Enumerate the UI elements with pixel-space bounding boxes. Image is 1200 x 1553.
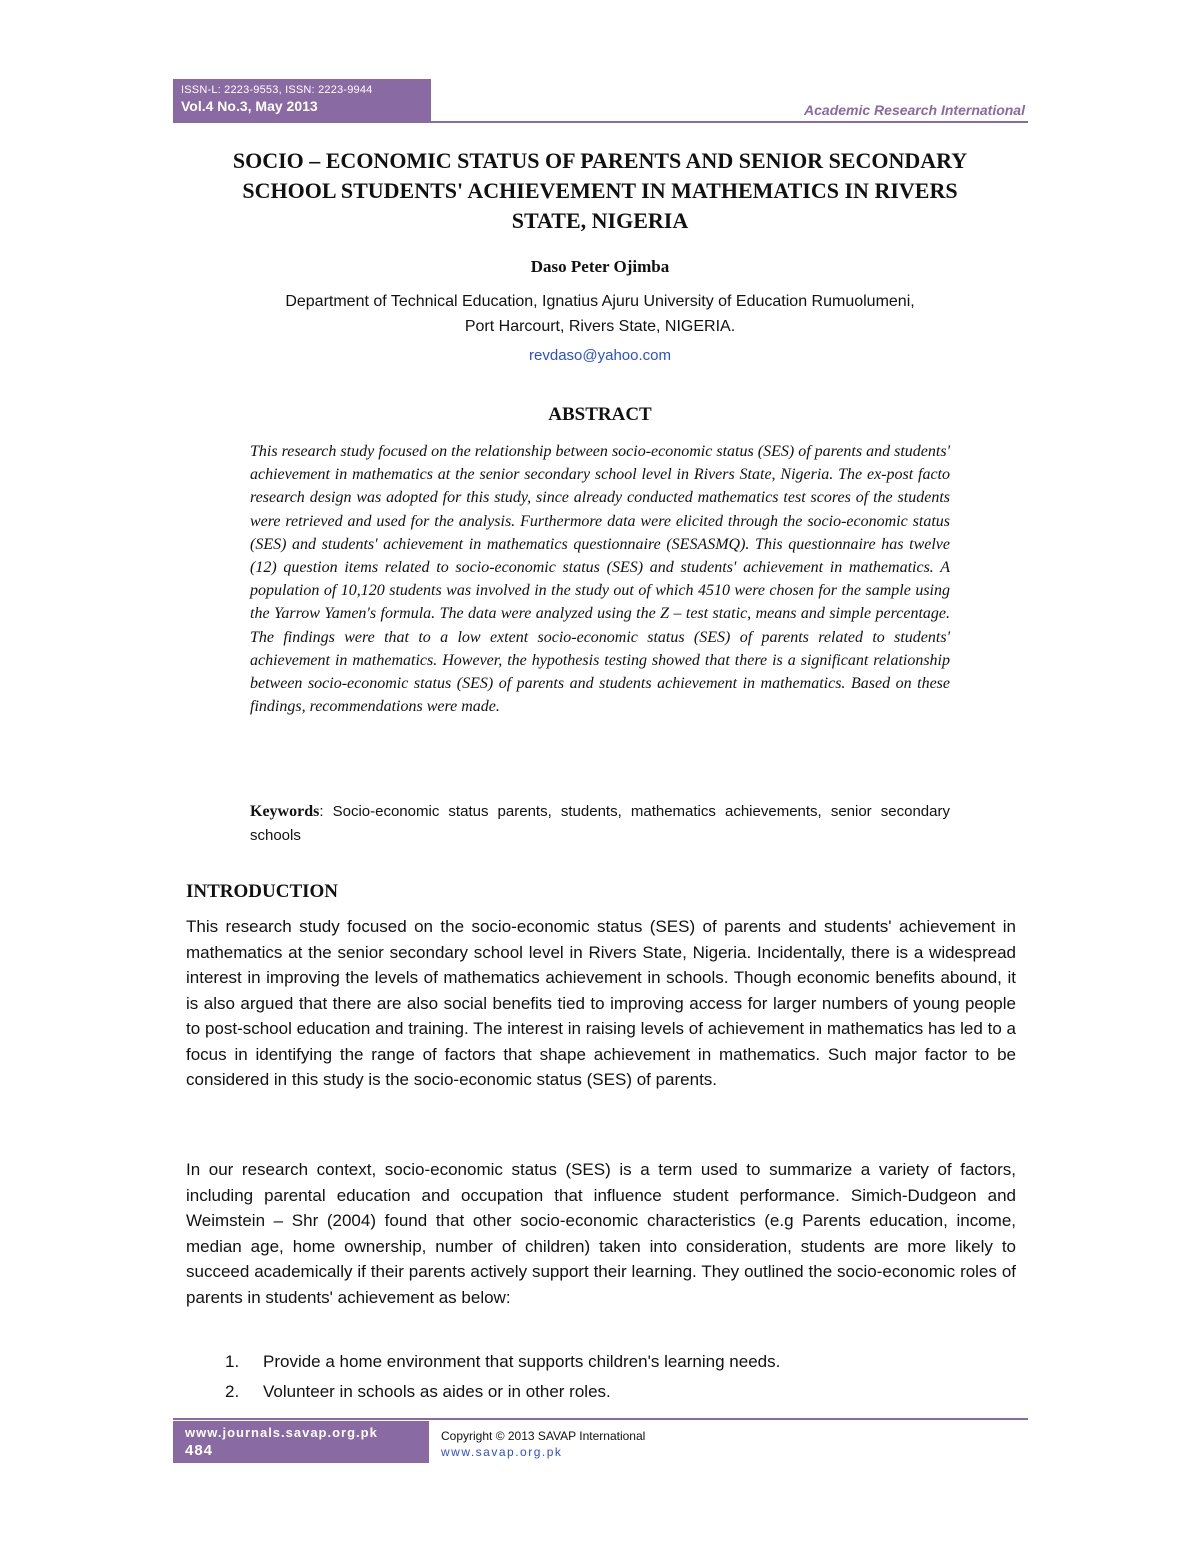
keywords-label: Keywords: [250, 803, 320, 820]
affiliation-line-2: Port Harcourt, Rivers State, NIGERIA.: [464, 318, 736, 335]
volume-text: Vol.4 No.3, May 2013: [181, 98, 318, 114]
footer-badge: [173, 1421, 429, 1463]
issn-text: ISSN-L: 2223-9553, ISSN: 2223-9944: [181, 84, 373, 96]
keywords-text: : Socio-economic status parents, students, mathematics achievements, senior secondary schools: [250, 803, 950, 844]
list-item-text: Volunteer in schools as aides or in other roles.: [263, 1382, 611, 1401]
list-item-text: Provide a home environment that supports children's learning needs.: [263, 1352, 781, 1371]
abstract-heading: ABSTRACT: [548, 404, 652, 425]
list-item: [225, 1347, 1005, 1377]
header-divider: [173, 121, 1028, 123]
journal-name: Academic Research International: [804, 102, 1025, 118]
paper-title: SOCIO – ECONOMIC STATUS OF PARENTS AND SENIOR SECONDARY SCHOOL STUDENTS' ACHIEVEMENT IN MATHEMATICS IN RIVERS STATE, NIGERIA: [232, 148, 968, 233]
intro-paragraph-2: In our research context, socio-economic status (SES) is a term used to summarize a variety of factors, including parental education and occupation that influence student performance. Simich-Dudgeon and Weimstein – Shr (2004) found that other socio-economic characteristics (e.g Parents education, income, median age, home ownership, number of children) taken into consideration, students are more likely to succeed academically if their parents actively support their learning. They outlined the socio-economic roles of parents in students' achievement as below:: [186, 1160, 1016, 1307]
abstract-text: This research study focused on the relationship between socio-economic status (SES) of parents and students' achievement in mathematics at the senior secondary school level in Rivers State, Nigeria. The ex-post facto research design was adopted for this study, since already conducted mathematics test scores of the students were retrieved and used for the analysis. Furthermore data were elicited through the socio-economic status (SES) and students' achievement in mathematics questionnaire (SESASMQ). This questionnaire has twelve (12) question items related to socio-economic status (SES) and students' achievement in mathematics. A population of 10,120 students was involved in the study out of which 4510 were chosen for the sample using the Yarrow Yamen's formula. The data were analyzed using the Z – test static, means and simple percentage. The findings were that to a low extent socio-economic status (SES) of parents related to students' achievement in mathematics. However, the hypothesis testing showed that there is a significant relationship between socio-economic status (SES) of parents and students achievement in mathematics. Based on these findings, recommendations were made.: [250, 443, 950, 716]
author-name: Daso Peter Ojimba: [530, 257, 670, 276]
author-email-link[interactable]: revdaso@yahoo.com: [529, 347, 671, 364]
header-badge: [173, 79, 431, 121]
list-item-number: 1.: [225, 1352, 240, 1371]
footer-divider: [173, 1418, 1028, 1420]
list-item: [225, 1377, 1005, 1407]
copyright-text: Copyright © 2013 SAVAP International: [441, 1429, 646, 1443]
keywords: [250, 800, 950, 848]
footer-copyright-block: [441, 1428, 645, 1460]
affiliation-line-1: Department of Technical Education, Ignatius Ajuru University of Education Rumuolumeni,: [285, 293, 915, 310]
savap-site-link[interactable]: www.savap.org.pk: [441, 1445, 563, 1459]
affiliation: [200, 289, 1000, 339]
introduction-heading: INTRODUCTION: [186, 881, 339, 902]
roles-list: [225, 1347, 1005, 1407]
list-item-number: 2.: [225, 1382, 240, 1401]
journal-url-link[interactable]: www.journals.savap.org.pk: [185, 1425, 378, 1440]
intro-paragraph-1: This research study focused on the socio-economic status (SES) of parents and students' achievement in mathematics at the senior secondary school level in Rivers State, Nigeria. Incidentally, there is a widespread interest in improving the levels of mathematics achievement in schools. Though economic benefits abound, it is also argued that there are also social benefits tied to improving access for larger numbers of young people to post-school education and training. The interest in raising levels of achievement in mathematics has led to a focus in identifying the range of factors that shape achievement in mathematics. Such major factor to be considered in this study is the socio-economic status (SES) of parents.: [186, 917, 1016, 1089]
page-number: 484: [185, 1442, 214, 1459]
